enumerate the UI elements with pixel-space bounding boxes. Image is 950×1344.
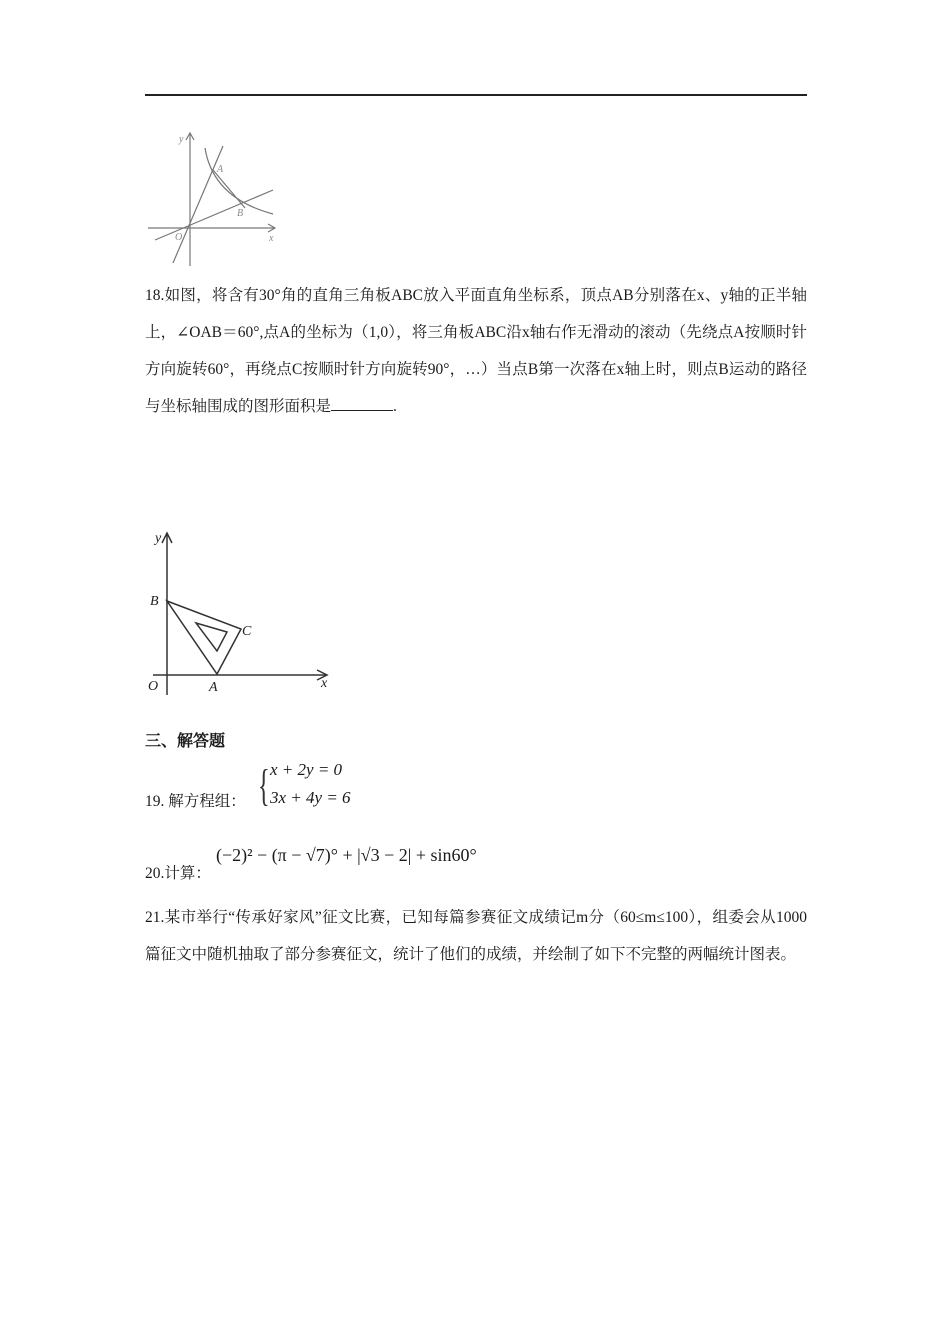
fig2-x-label: x	[321, 676, 328, 691]
fig1-a-label: A	[217, 164, 224, 175]
equation-2: 3x + 4y = 6	[270, 788, 351, 807]
triangle-inner	[196, 623, 227, 651]
question-20-prefix: 20.计算：	[145, 865, 211, 882]
question-19-prefix: 19. 解方程组：	[145, 793, 246, 810]
equation-1: x + 2y = 0	[270, 760, 343, 779]
figure-triangle	[145, 525, 340, 700]
fig2-y-label: y	[155, 531, 162, 546]
triangle-outer	[167, 601, 241, 674]
line-oa	[173, 146, 223, 263]
header-rule	[145, 94, 807, 96]
fig2-c-label: C	[242, 624, 252, 639]
fig1-b-label: B	[237, 208, 244, 219]
fig2-a-label: A	[209, 680, 218, 695]
calculation-expression: (−2)² − (π − √7)° + |√3 − 2| + sin60°	[216, 845, 477, 865]
figure-hyperbola	[145, 128, 280, 268]
fig1-x-label: x	[269, 233, 274, 244]
answer-blank	[331, 396, 393, 411]
line-ob	[155, 190, 273, 240]
equation-system	[258, 760, 368, 814]
fig2-b-label: B	[150, 594, 159, 609]
fig1-y-label: y	[179, 134, 184, 145]
question-18	[145, 277, 807, 425]
left-brace: {	[258, 761, 270, 810]
question-18-text: 18.如图，将含有30°角的直角三角板ABC放入平面直角坐标系，顶点AB分别落在x、y轴的正半轴上，∠OAB＝60°,点A的坐标为（1,0），将三角板ABC沿x轴右作无滑动的滚动（先绕点A按顺时针方向旋转60°，再绕点C按顺时针方向旋转90°，…）当点B第一次落在x轴上时，则点B运动的路径与坐标轴围成的图形面积是	[145, 287, 807, 415]
fig1-o-label: O	[175, 232, 183, 243]
section-title: 三、解答题	[145, 731, 226, 750]
segment-ab	[213, 170, 245, 208]
question-18-tail: .	[393, 398, 397, 415]
fig2-o-label: O	[148, 679, 159, 694]
question-21: 21.某市举行“传承好家风”征文比赛，已知每篇参赛征文成绩记m分（60≤m≤100），组委会从1000篇征文中随机抽取了部分参赛征文，统计了他们的成绩，并绘制了如下不完整的两幅统计图表。	[145, 909, 807, 963]
